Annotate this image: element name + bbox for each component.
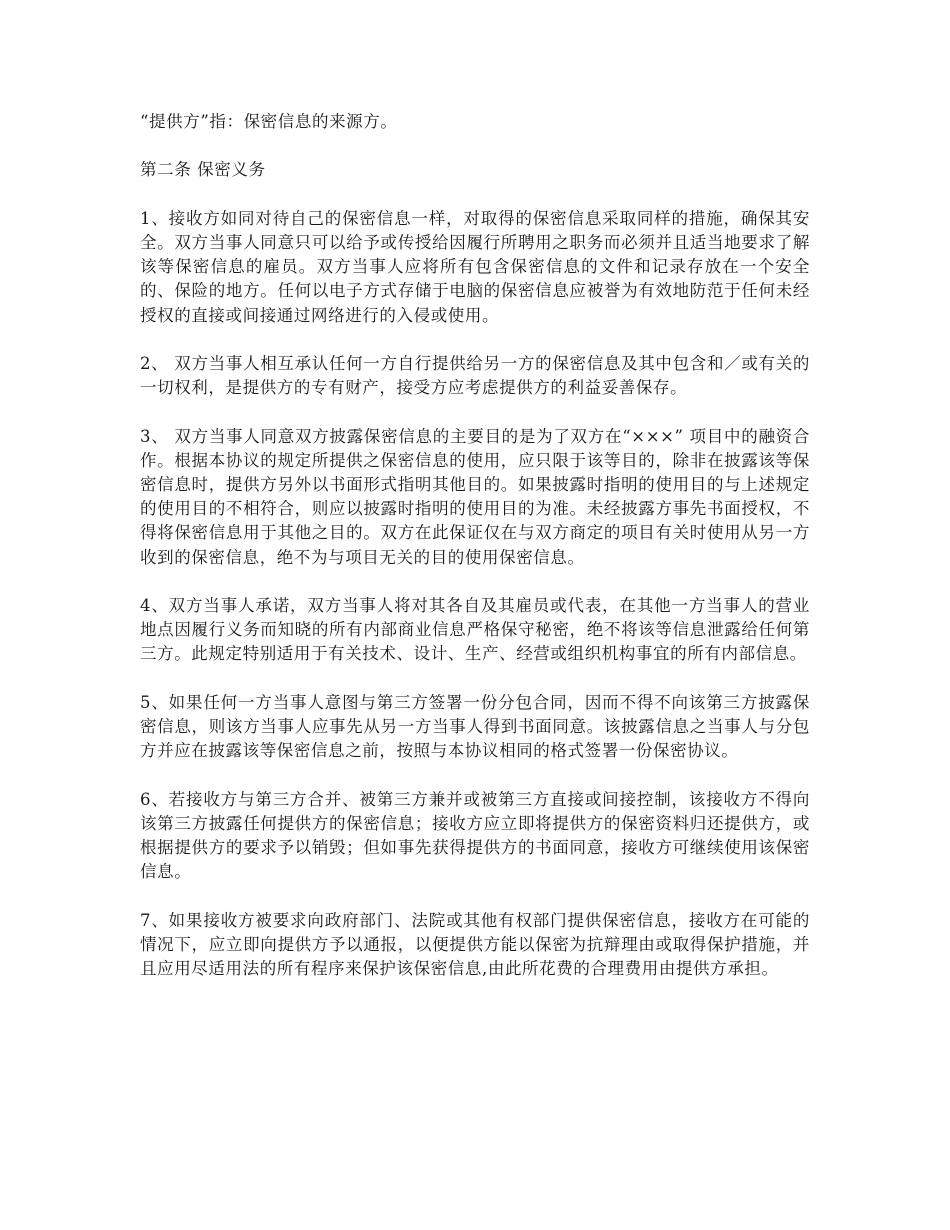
article-title: 第二条 保密义务 bbox=[140, 160, 266, 180]
document-body bbox=[140, 110, 810, 1005]
clause-5: 5、如果任何一方当事人意图与第三方签署一份分包合同，因而不得不向该第三方披露保密信息，则该方当事人应事先从另一方当事人得到书面同意。该披露信息之当事人与分包方并应在披露该等保密信息之前，按照与本协议相同的格式签署一份保密协议。 bbox=[140, 692, 810, 761]
clause-4: 4、双方当事人承诺，双方当事人将对其各自及其雇员或代表，在其他一方当事人的营业地点因履行义务而知晓的所有内部商业信息严格保守秘密，绝不将该等信息泄露给任何第三方。此规定特别适用于有关技术、设计、生产、经营或组织机构事宜的所有内部信息。 bbox=[140, 595, 810, 664]
clause-3: 3、 双方当事人同意双方披露保密信息的主要目的是为了双方在“×××” 项目中的融资合作。根据本协议的规定所提供之保密信息的使用，应只限于该等目的，除非在披露该等保密信息时，提供方另外以书面形式指明其他目的。如果披露时指明的使用目的与上述规定的使用目的不相符合，则应以披露时指明的使用目的为准。未经披露方事先书面授权，不得将保密信息用于其他之目的。双方在此保证仅在与双方商定的项目有关时使用从另一方收到的保密信息，绝不为与项目无关的目的使用保密信息。 bbox=[140, 426, 810, 567]
clause-1: 1、接收方如同对待自己的保密信息一样，对取得的保密信息采取同样的措施，确保其安全。双方当事人同意只可以给予或传授给因履行所聘用之职务而必须并且适当地要求了解该等保密信息的雇员。双方当事人应将所有包含保密信息的文件和记录存放在一个安全的、保险的地方。任何以电子方式存储于电脑的保密信息应被誉为有效地防范于任何未经授权的直接或间接通过网络进行的入侵或使用。 bbox=[140, 208, 810, 325]
clause-7: 7、如果接收方被要求向政府部门、法院或其他有权部门提供保密信息，接收方在可能的情况下，应立即向提供方予以通报，以便提供方能以保密为抗辩理由或取得保护措施，并且应用尽适用法的所有程序来保护该保密信息,由此所花费的合理费用由提供方承担。 bbox=[140, 910, 810, 978]
definition-provider: “提供方”指：保密信息的来源方。 bbox=[140, 112, 398, 131]
clause-6: 6、若接收方与第三方合并、被第三方兼并或被第三方直接或间接控制，该接收方不得向该第三方披露任何提供方的保密信息；接收方应立即将提供方的保密资料归还提供方，或根据提供方的要求予以销毁；但如事先获得提供方的书面同意，接收方可继续使用该保密信息。 bbox=[140, 789, 810, 882]
clause-2: 2、 双方当事人相互承认任何一方自行提供给另一方的保密信息及其中包含和／或有关的一切权利，是提供方的专有财产，接受方应考虑提供方的利益妥善保存。 bbox=[140, 353, 810, 398]
